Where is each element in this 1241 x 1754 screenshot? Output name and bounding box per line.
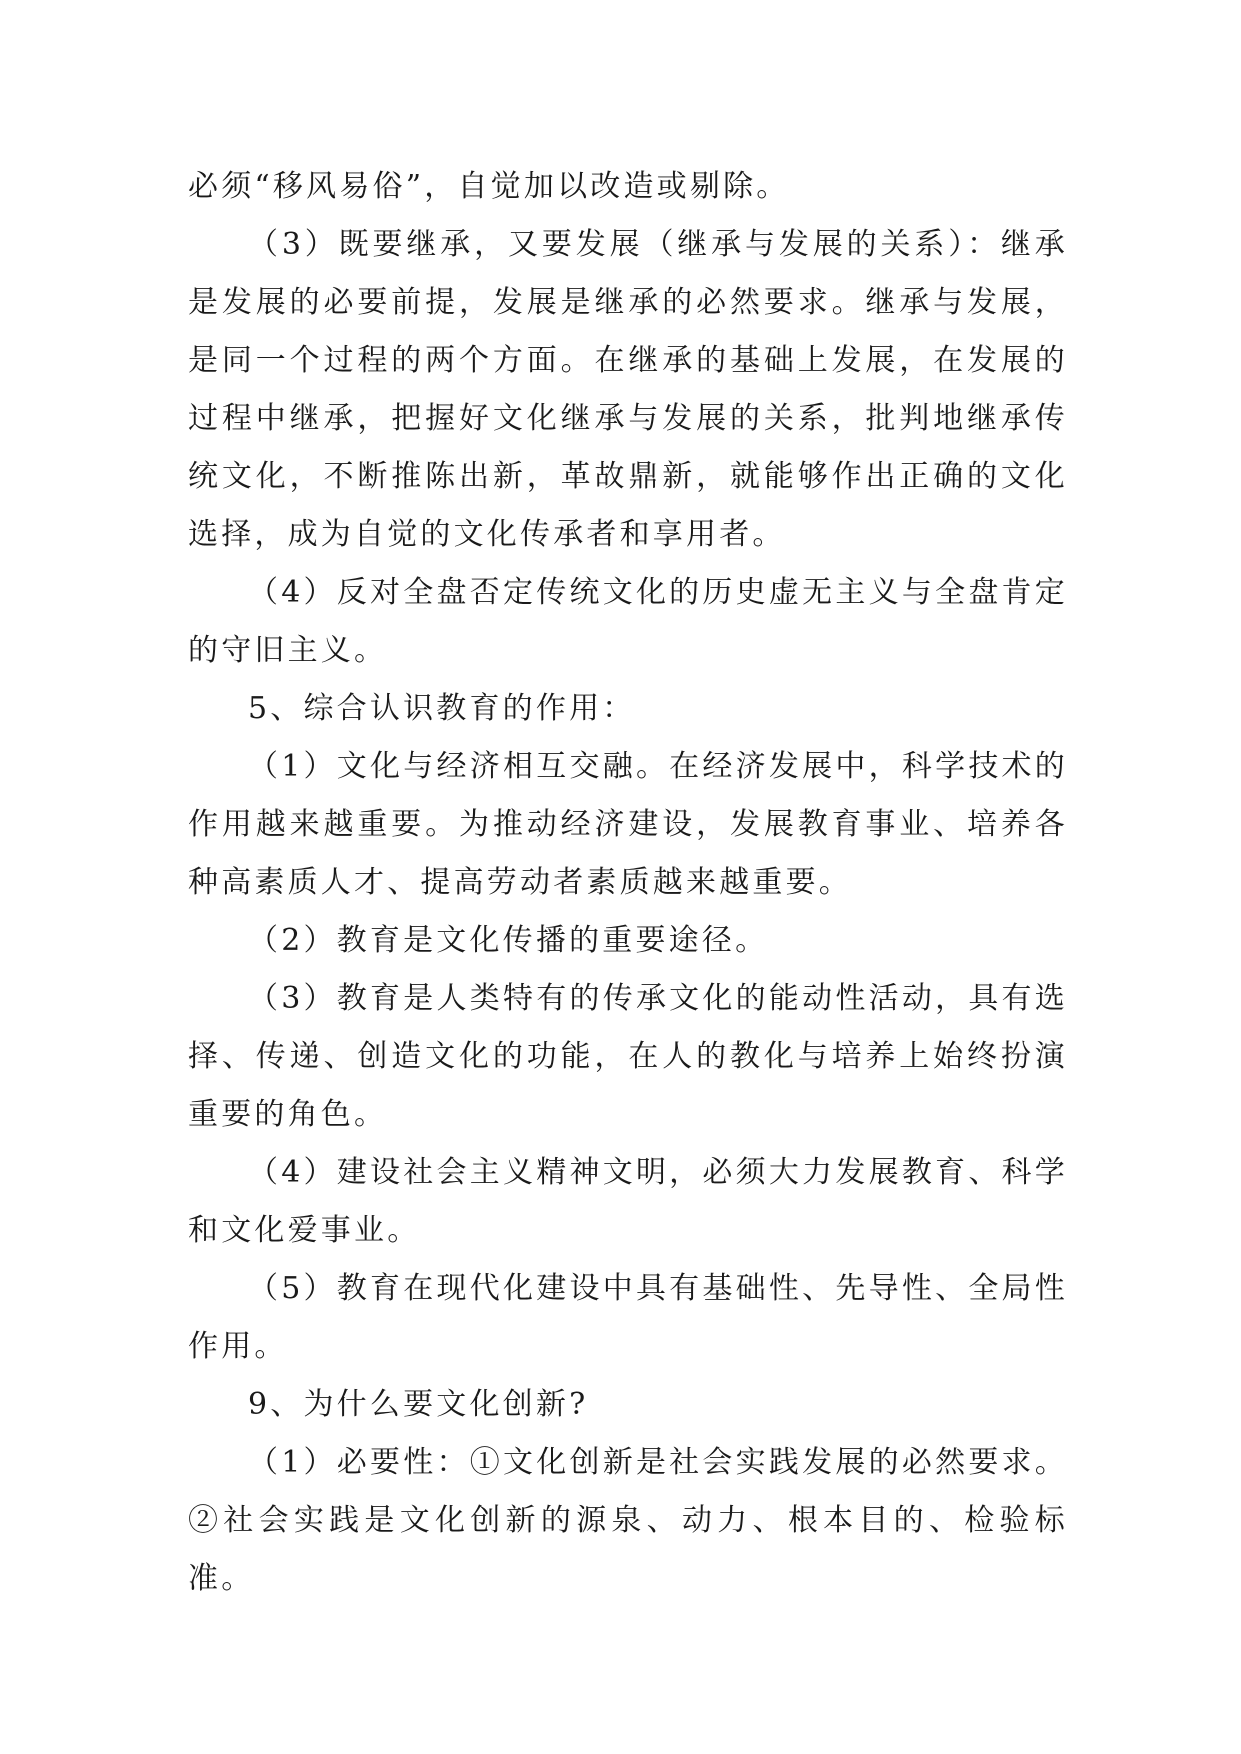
paragraph-education-activity: （3）教育是人类特有的传承文化的能动性活动，具有选择、传递、创造文化的功能，在人的教化与培养上始终扮演重要的角色。 [188, 981, 1068, 1132]
paragraph-spiritual-civilization: （4）建设社会主义精神文明，必须大力发展教育、科学和文化爱事业。 [188, 1155, 1068, 1248]
section-heading-education-role: 5、综合认识教育的作用： [248, 691, 636, 726]
paragraph-inherit-and-develop: （3）既要继承，又要发展（继承与发展的关系）：继承是发展的必要前提，发展是继承的必然要求。继承与发展，是同一个过程的两个方面。在继承的基础上发展，在发展的过程中继承，把握好文化继承与发展的关系，批判地继承传统文化，不断推陈出新，革故鼎新，就能够作出正确的文化选择，成为自觉的文化传承者和享用者。 [188, 227, 1068, 552]
paragraph-education-transmission: （2）教育是文化传播的重要途径。 [248, 923, 769, 958]
paragraph-culture-economy: （1）文化与经济相互交融。在经济发展中，科学技术的作用越来越重要。为推动经济建设，发展教育事业、培养各种高素质人才、提高劳动者素质越来越重要。 [188, 749, 1068, 900]
paragraph-education-modernization: （5）教育在现代化建设中具有基础性、先导性、全局性作用。 [188, 1271, 1068, 1364]
paragraph-continuation: 必须“移风易俗”，自觉加以改造或剔除。 [188, 169, 790, 204]
paragraph-necessity: （1）必要性：①文化创新是社会实践发展的必然要求。②社会实践是文化创新的源泉、动力、根本目的、检验标准。 [188, 1445, 1068, 1596]
document-body [188, 158, 1068, 1608]
section-heading-cultural-innovation: 9、为什么要文化创新? [248, 1387, 589, 1422]
paragraph-oppose-nihilism: （4）反对全盘否定传统文化的历史虚无主义与全盘肯定的守旧主义。 [188, 575, 1068, 668]
